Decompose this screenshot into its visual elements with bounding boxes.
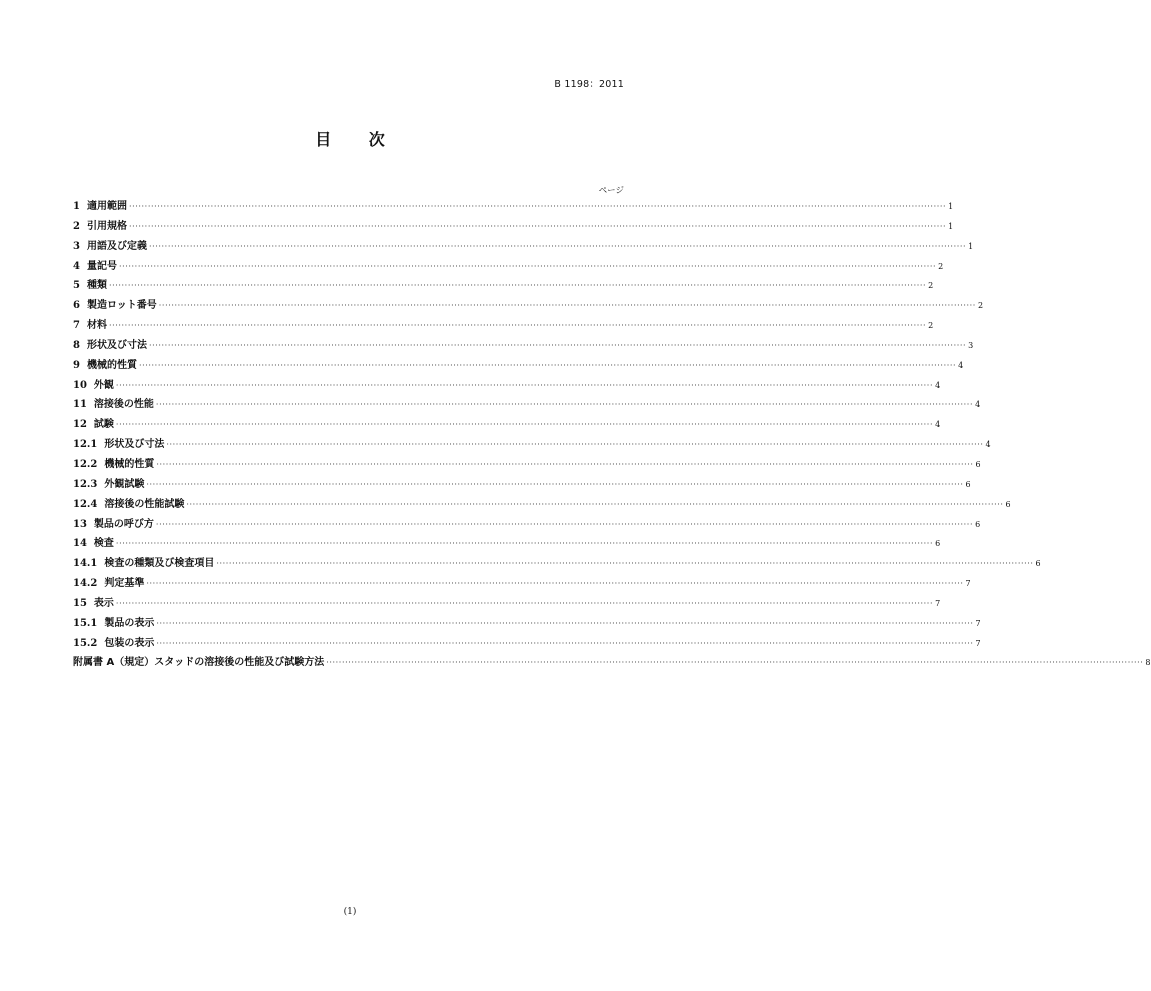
toc-entry[interactable] xyxy=(73,435,991,455)
toc-dot-leader: ···································································································································································································································································· xyxy=(108,321,927,331)
toc-entry-page: 6 xyxy=(965,479,971,489)
toc-entry-number: 7 xyxy=(73,320,80,332)
toc-entry-title: 外観試験 xyxy=(104,478,145,490)
toc-entry[interactable] xyxy=(73,574,971,594)
toc-entry-page: 2 xyxy=(928,321,934,331)
toc-dot-leader: ···································································································································································································································································· xyxy=(166,440,984,450)
toc-entry[interactable] xyxy=(73,257,944,277)
toc-entry-number: 13 xyxy=(73,518,87,530)
toc-entry-number: 5 xyxy=(73,280,80,292)
toc-entry-number: 12.4 xyxy=(73,498,98,510)
toc-entry-number: 12.3 xyxy=(73,478,98,490)
toc-entry-page: 7 xyxy=(965,579,971,589)
toc-entry-page: 6 xyxy=(1035,559,1041,569)
toc-entry-title: 検査 xyxy=(93,538,114,550)
toc-dot-leader: ···································································································································································································································································· xyxy=(186,499,1004,509)
toc-entry-page: 4 xyxy=(935,420,941,430)
toc-dot-leader: ···································································································································································································································································· xyxy=(158,301,976,311)
toc-entry-number: 14.1 xyxy=(73,558,98,570)
toc-entry-title: 機械的性質 xyxy=(86,359,137,371)
toc-entry-title: 量記号 xyxy=(86,260,117,272)
toc-entry[interactable] xyxy=(73,594,941,614)
toc-entry-number: 11 xyxy=(73,399,87,411)
toc-dot-leader: ···································································································································································································································································· xyxy=(155,400,974,410)
toc-entry-title: 判定基準 xyxy=(104,578,145,590)
toc-dot-leader: ···································································································································································································································································· xyxy=(156,618,974,628)
toc-entry-number: 1 xyxy=(73,201,80,212)
toc-entry-title: 試験 xyxy=(93,419,114,431)
toc-entry-page: 8 xyxy=(1145,658,1151,668)
toc-entry[interactable] xyxy=(73,217,954,237)
toc-entry[interactable] xyxy=(73,634,981,654)
toc-entry-title: 適用範囲 xyxy=(86,201,127,212)
toc-entry-page: 7 xyxy=(975,638,981,648)
toc-entry-number: 15 xyxy=(73,597,87,609)
toc-entry-number: 14.2 xyxy=(73,578,98,590)
toc-entry-number: 4 xyxy=(73,260,80,272)
toc-entry-page: 7 xyxy=(935,598,941,608)
page-column-label: ページ xyxy=(598,186,624,196)
toc-entry-title: 製品の呼び方 xyxy=(93,518,154,530)
toc-dot-leader: ···································································································································································································································································· xyxy=(155,519,974,529)
toc-entry[interactable] xyxy=(73,415,941,435)
toc-entry-page: 2 xyxy=(928,281,934,291)
toc-entry-title: 製品の表示 xyxy=(104,617,155,629)
toc-entry-title: 種類 xyxy=(86,280,107,292)
page-title: 目 次 xyxy=(315,130,401,149)
toc-entry[interactable] xyxy=(73,515,981,535)
toc-entry-title: 検査の種類及び検査項目 xyxy=(104,558,215,570)
toc-entry-page: 3 xyxy=(968,340,974,350)
toc-entry-title: 表示 xyxy=(93,597,114,609)
toc-entry[interactable] xyxy=(73,336,974,356)
toc-entry-number: 14 xyxy=(73,538,87,550)
toc-entry-page: 4 xyxy=(935,380,941,390)
toc-entry-page: 1 xyxy=(948,202,954,211)
toc-entry[interactable] xyxy=(73,534,941,554)
toc-entry-title: 機械的性質 xyxy=(104,458,155,470)
toc-entry-number: 3 xyxy=(73,240,80,252)
toc-entry-number: 10 xyxy=(73,379,87,391)
toc-entry[interactable] xyxy=(73,475,971,495)
toc-entry-page: 6 xyxy=(1005,499,1011,509)
toc-entry-page: 6 xyxy=(975,459,981,469)
toc-entry-title: 溶接後の性能 xyxy=(93,399,154,411)
toc-entry-title: 外観 xyxy=(93,379,114,391)
toc-entry-number: 8 xyxy=(73,339,80,351)
toc-entry-title: 包装の表示 xyxy=(104,637,155,649)
toc-entry-page: 4 xyxy=(975,400,981,410)
toc-dot-leader: ···································································································································································································································································· xyxy=(156,638,974,648)
toc-entry-number: 15.2 xyxy=(73,637,98,649)
footer-page-number: (1) xyxy=(343,907,357,917)
toc-dot-leader: ···································································································································································································································································· xyxy=(115,598,934,608)
toc-entry[interactable] xyxy=(73,653,1151,673)
toc-entry[interactable] xyxy=(73,237,974,257)
toc-entry-page: 1 xyxy=(948,221,954,231)
toc-entry-title: 形状及び寸法 xyxy=(86,339,147,351)
toc-entry-page: 1 xyxy=(968,241,974,251)
toc-entry[interactable] xyxy=(73,554,1041,574)
toc-entry-page: 7 xyxy=(975,618,981,628)
toc-dot-leader: ···································································································································································································································································· xyxy=(128,202,947,211)
toc-entry-title: 形状及び寸法 xyxy=(104,439,165,451)
toc-entry[interactable] xyxy=(73,495,1011,515)
toc-entry-page: 4 xyxy=(985,440,991,450)
toc-entry-title: 用語及び定義 xyxy=(86,240,147,252)
toc-entry-page: 2 xyxy=(938,261,944,271)
toc-entry-page: 6 xyxy=(935,539,941,549)
toc-dot-leader: ···································································································································································································································································· xyxy=(146,579,964,589)
toc-entry-number: 12.2 xyxy=(73,458,98,470)
toc-dot-leader: ···································································································································································································································································· xyxy=(148,340,967,350)
toc-entry-number: 9 xyxy=(73,359,80,371)
toc-dot-leader: ···································································································································································································································································· xyxy=(108,281,927,291)
toc-entry-title: 材料 xyxy=(86,320,107,332)
toc-entry-number: 15.1 xyxy=(73,617,98,629)
toc-dot-leader: ···································································································································································································································································· xyxy=(156,459,974,469)
toc-entry[interactable] xyxy=(73,614,981,634)
toc-entry[interactable] xyxy=(73,316,934,336)
standard-number: B 1198：2011 xyxy=(554,79,624,90)
toc-dot-leader: ···································································································································································································································································· xyxy=(115,420,934,430)
toc-dot-leader: ···································································································································································································································································· xyxy=(115,380,934,390)
table-of-contents xyxy=(73,197,1151,673)
toc-dot-leader: ···································································································································································································································································· xyxy=(148,241,967,251)
toc-dot-leader: ···································································································································································································································································· xyxy=(128,221,947,231)
toc-entry-page: 6 xyxy=(975,519,981,529)
toc-entry-number: 12.1 xyxy=(73,439,98,451)
toc-dot-leader: ···································································································································································································································································· xyxy=(138,360,957,370)
toc-entry-number: 2 xyxy=(73,220,80,232)
toc-entry-title: 製造ロット番号 xyxy=(86,300,157,312)
toc-dot-leader: ···································································································································································································································································· xyxy=(216,559,1034,569)
toc-entry-page: 2 xyxy=(977,301,984,311)
toc-dot-leader: ···································································································································································································································································· xyxy=(146,479,964,489)
toc-entry-title: 溶接後の性能試験 xyxy=(104,498,185,510)
toc-entry-title: 引用規格 xyxy=(86,220,127,232)
toc-entry-number: 6 xyxy=(73,300,80,312)
toc-entry[interactable] xyxy=(73,276,934,296)
toc-dot-leader: ···································································································································································································································································· xyxy=(118,261,937,271)
toc-dot-leader: ···································································································································································································································································· xyxy=(326,658,1144,668)
toc-entry[interactable] xyxy=(73,197,954,217)
toc-entry-page: 4 xyxy=(958,360,964,370)
toc-dot-leader: ···································································································································································································································································· xyxy=(115,539,934,549)
toc-entry[interactable] xyxy=(73,296,984,316)
toc-entry-title: 附属書 A（規定）スタッドの溶接後の性能及び試験方法 xyxy=(73,657,325,669)
toc-entry[interactable] xyxy=(73,356,964,376)
toc-entry[interactable] xyxy=(73,395,981,415)
toc-entry[interactable] xyxy=(73,455,981,475)
toc-entry-number: 12 xyxy=(73,419,87,431)
toc-entry[interactable] xyxy=(73,376,941,396)
